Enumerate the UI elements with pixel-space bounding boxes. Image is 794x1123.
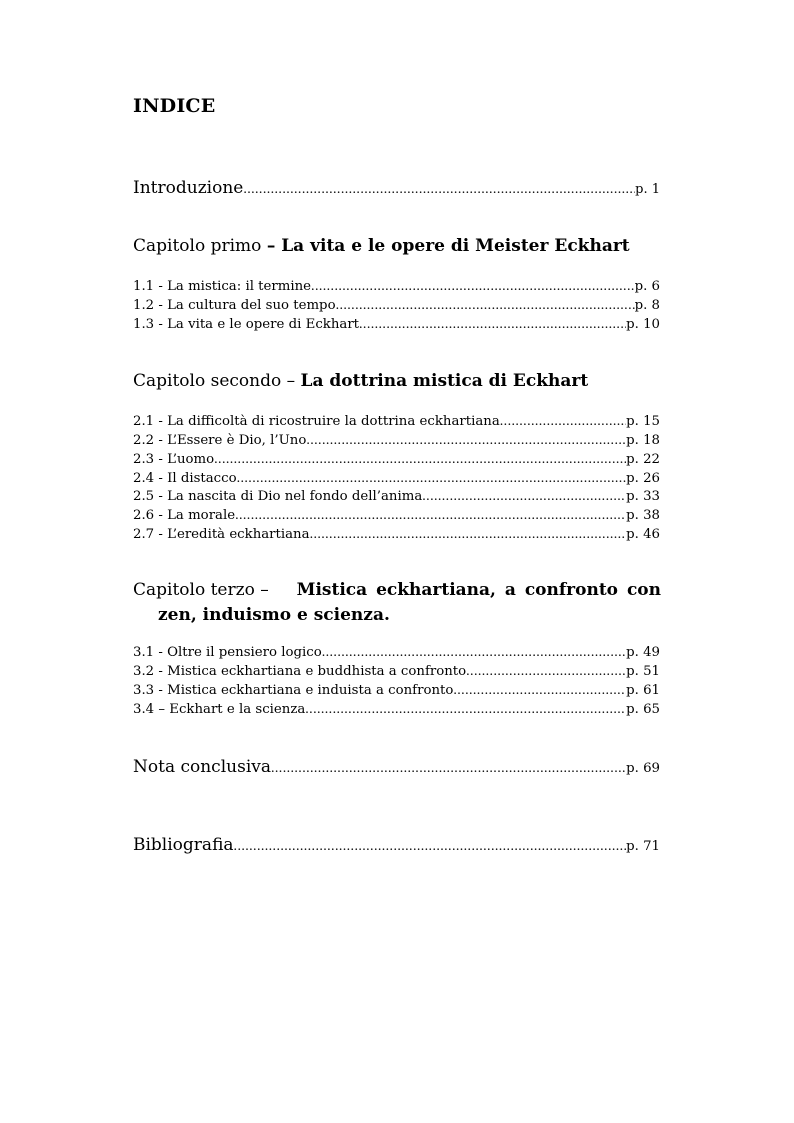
toc-entry[interactable] <box>133 432 660 449</box>
dot-leader <box>310 526 627 543</box>
toc-entry-bibliography[interactable] <box>133 835 660 855</box>
dot-leader <box>359 316 626 333</box>
toc-entry[interactable] <box>133 507 660 524</box>
toc-entry-page: p. 6 <box>634 279 660 294</box>
dot-leader <box>336 297 635 314</box>
toc-entry-label: Nota conclusiva <box>133 757 271 777</box>
toc-entry-label: 2.5 - La nascita di Dio nel fondo dell’anima <box>133 489 423 504</box>
toc-entry-label: 1.2 - La cultura del suo tempo <box>133 298 336 313</box>
dot-leader <box>234 837 627 855</box>
toc-entry[interactable] <box>133 470 660 487</box>
chapter-prefix: Capitolo secondo – <box>133 371 301 391</box>
dot-leader <box>306 432 626 449</box>
toc-entry-label: 2.7 - L’eredità eckhartiana <box>133 527 310 542</box>
dot-leader <box>305 701 626 718</box>
toc-entry-page: p. 61 <box>626 683 660 698</box>
toc-entry-page: p. 38 <box>626 508 660 523</box>
toc-entry-label: 3.2 - Mistica eckhartiana e buddhista a confronto <box>133 664 467 679</box>
toc-entry[interactable] <box>133 488 660 505</box>
chapter-heading-2 <box>133 371 660 391</box>
chapter-prefix: Capitolo terzo – <box>133 580 269 600</box>
dot-leader <box>214 451 626 468</box>
toc-entry[interactable] <box>133 526 660 543</box>
dot-leader <box>271 759 626 777</box>
toc-entry[interactable] <box>133 644 660 661</box>
toc-entry[interactable] <box>133 682 660 699</box>
chapter-heading-line-1 <box>133 578 661 603</box>
chapter-title-part-1: Mistica eckhartiana, a confronto con <box>296 580 661 600</box>
toc-entry-page: p. 1 <box>635 182 660 197</box>
toc-entry-label: 2.4 - Il distacco <box>133 471 237 486</box>
toc-entry-label: 2.3 - L’uomo <box>133 452 215 467</box>
toc-entry-label: 2.6 - La morale <box>133 508 236 523</box>
dot-leader <box>453 682 626 699</box>
toc-entry[interactable] <box>133 451 660 468</box>
toc-entry-page: p. 46 <box>626 527 660 542</box>
dot-leader <box>466 663 626 680</box>
toc-entry-label: 1.3 - La vita e le opere di Eckhart <box>133 317 360 332</box>
dot-leader <box>422 488 626 505</box>
toc-entry-page: p. 26 <box>626 471 660 486</box>
toc-entry-page: p. 69 <box>626 761 660 776</box>
chapter-title: La dottrina mistica di Eckhart <box>300 371 589 391</box>
toc-entry-label: 2.1 - La difficoltà di ricostruire la dottrina eckhartiana <box>133 414 500 429</box>
toc-entry[interactable] <box>133 413 660 430</box>
dot-leader <box>235 507 626 524</box>
toc-entry-label: 3.3 - Mistica eckhartiana e induista a confronto <box>133 683 454 698</box>
dot-leader <box>243 180 635 198</box>
toc-entry-page: p. 18 <box>626 433 660 448</box>
toc-entry-page: p. 51 <box>626 664 660 679</box>
toc-entry[interactable] <box>133 663 660 680</box>
chapter-title-part-2: zen, induismo e scienza. <box>158 605 390 625</box>
toc-entry-page: p. 33 <box>626 489 660 504</box>
toc-entry-page: p. 71 <box>626 839 660 854</box>
page-title: INDICE <box>133 95 216 117</box>
toc-entry-page: p. 22 <box>626 452 660 467</box>
chapter-heading-1 <box>133 236 660 256</box>
toc-entry[interactable] <box>133 316 660 333</box>
toc-entry[interactable] <box>133 297 660 314</box>
toc-entry-label: Bibliografia <box>133 835 234 855</box>
chapter-heading-3 <box>133 578 661 628</box>
dot-leader <box>500 413 626 430</box>
toc-entry-introduction[interactable] <box>133 178 660 198</box>
dot-leader <box>311 278 635 295</box>
dot-leader <box>322 644 626 661</box>
toc-entry-label: Introduzione <box>133 178 244 198</box>
toc-entry-page: p. 10 <box>626 317 660 332</box>
toc-entry-label: 3.4 – Eckhart e la scienza <box>133 702 306 717</box>
toc-entry[interactable] <box>133 278 660 295</box>
chapter-prefix: Capitolo primo <box>133 236 262 256</box>
toc-entry-conclusion[interactable] <box>133 757 660 777</box>
toc-entry-page: p. 8 <box>634 298 660 313</box>
toc-entry-page: p. 49 <box>626 645 660 660</box>
dot-leader <box>237 470 627 487</box>
toc-entry[interactable] <box>133 701 660 718</box>
toc-entry-label: 1.1 - La mistica: il termine <box>133 279 312 294</box>
chapter-title: – La vita e le opere di Meister Eckhart <box>266 236 630 256</box>
toc-entry-label: 2.2 - L’Essere è Dio, l’Uno <box>133 433 307 448</box>
toc-entry-page: p. 65 <box>626 702 660 717</box>
toc-entry-label: 3.1 - Oltre il pensiero logico <box>133 645 322 660</box>
toc-entry-page: p. 15 <box>626 414 660 429</box>
